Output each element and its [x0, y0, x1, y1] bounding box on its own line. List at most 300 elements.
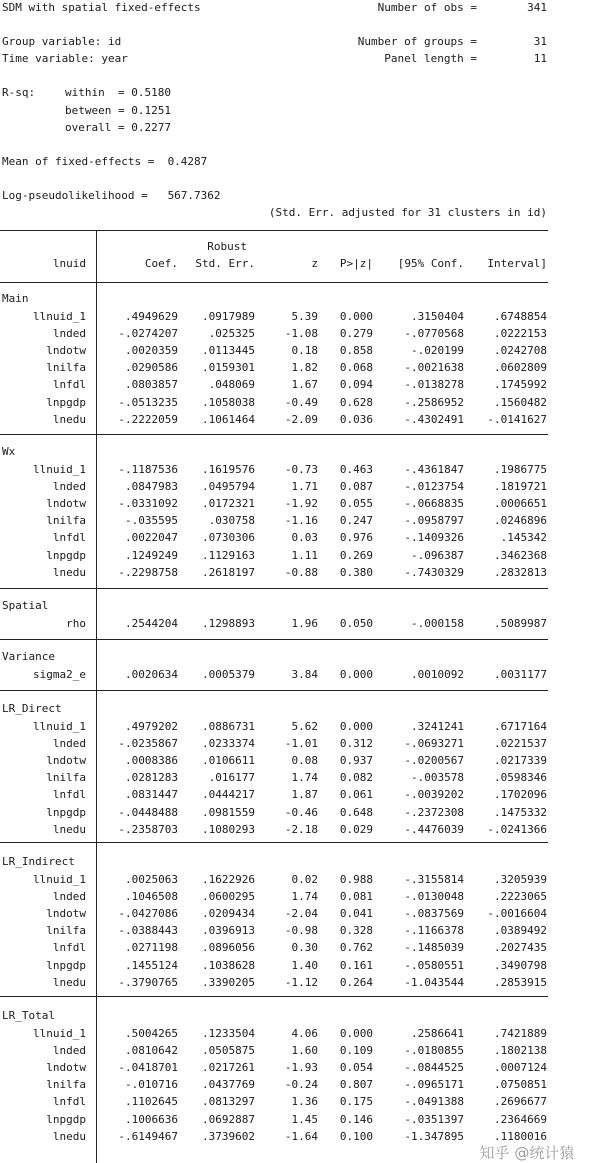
variable-name: lnfdl — [52, 941, 86, 955]
ci-low-value: -.4302491 — [404, 412, 464, 426]
pvalue-value: 0.050 — [339, 617, 373, 630]
pvalue-value: 0.055 — [339, 497, 373, 511]
table-row — [0, 905, 548, 922]
z-value: -1.64 — [284, 1129, 318, 1143]
ci-low-value: -.0200567 — [404, 754, 464, 768]
depvar-header: lnuid — [52, 257, 86, 270]
z-value: 0.02 — [291, 873, 318, 886]
pvalue-value: 0.312 — [339, 737, 373, 751]
ci-high-value: .5089987 — [494, 617, 547, 630]
pvalue-value: 0.328 — [339, 924, 373, 938]
table-row — [0, 1042, 548, 1059]
pvalue-value: 0.175 — [339, 1095, 373, 1109]
stderr-value: .0886731 — [202, 720, 255, 733]
z-value: 1.96 — [291, 617, 318, 630]
coef-value: .0803857 — [125, 378, 178, 392]
table-row — [0, 376, 548, 393]
z-value: 1.74 — [291, 771, 318, 785]
variable-name: lndotw — [46, 907, 86, 921]
ci-low-value: -.1166378 — [404, 924, 464, 938]
ci-high-value: .145342 — [500, 531, 547, 545]
stderr-value: .048069 — [208, 378, 255, 392]
z-value: -0.24 — [284, 1078, 318, 1092]
z-value: 1.11 — [291, 548, 318, 562]
section-rule — [0, 639, 548, 640]
pvalue-value: 0.029 — [339, 822, 373, 836]
variable-name: lndotw — [46, 497, 86, 511]
stderr-value: .0437769 — [202, 1078, 255, 1092]
ci-low-value: -.2372308 — [404, 805, 464, 819]
ci-high-value: .2853915 — [494, 975, 547, 989]
group-title: Variance — [2, 650, 55, 663]
table-row — [0, 564, 548, 581]
pvalue-value: 0.061 — [339, 788, 373, 802]
z-value: 0.08 — [291, 754, 318, 768]
pvalue-value: 0.161 — [339, 958, 373, 972]
table-row — [0, 461, 548, 478]
stderr-value: .1619576 — [202, 463, 255, 476]
stderr-value: .2618197 — [202, 565, 255, 579]
table-row — [0, 1111, 548, 1128]
group-variable: Group variable: id — [2, 35, 122, 48]
ci-high-value: .2027435 — [494, 941, 547, 955]
coef-value: -.1187536 — [118, 463, 178, 476]
nobs-value: 341 — [527, 1, 547, 14]
group-title: LR_Direct — [2, 702, 62, 715]
ci-low-value: -.1409326 — [404, 531, 464, 545]
ci-low-value: -.0491388 — [404, 1095, 464, 1109]
ci-high-value: .0222153 — [494, 327, 547, 341]
stderr-value: .0396913 — [202, 924, 255, 938]
pvalue-value: 0.000 — [339, 310, 373, 323]
coef-value: -.2222059 — [118, 412, 178, 426]
table-row — [0, 478, 548, 495]
ci-high-value: .7421889 — [494, 1027, 547, 1040]
ci-low-value: -.0021638 — [404, 361, 464, 375]
coef-value: .0271198 — [125, 941, 178, 955]
stderr-value: .3390205 — [202, 975, 255, 989]
pvalue-value: 0.937 — [339, 754, 373, 768]
ci-high-value: .0031177 — [494, 668, 547, 681]
section-rule — [0, 842, 548, 843]
ci-low-value: -.0844525 — [404, 1061, 464, 1075]
table-row — [0, 1025, 548, 1042]
z-value: 1.67 — [291, 378, 318, 392]
coef-value: -.0388443 — [118, 924, 178, 938]
mean-fixed-effects: Mean of fixed-effects = 0.4287 — [2, 155, 208, 168]
rsq-overall: overall = 0.2277 — [65, 121, 171, 134]
ci-high-value: .0389492 — [494, 924, 547, 938]
variable-name: lnpgdp — [46, 958, 86, 972]
variable-name: lnfdl — [52, 1095, 86, 1109]
pvalue-value: 0.081 — [339, 890, 373, 904]
table-row — [0, 529, 548, 546]
stderr-value: .0730306 — [202, 531, 255, 545]
rsq-between: between = 0.1251 — [65, 104, 171, 117]
stderr-value: .016177 — [208, 771, 255, 785]
variable-name: lnpgdp — [46, 1112, 86, 1126]
col-header-ci-high: Interval] — [487, 257, 547, 270]
table-row — [0, 342, 548, 359]
z-value: 1.40 — [291, 958, 318, 972]
pvalue-value: 0.087 — [339, 480, 373, 494]
ci-high-value: .1560482 — [494, 395, 547, 409]
table-row — [0, 359, 548, 376]
header-rule — [0, 282, 548, 283]
pvalue-value: 0.648 — [339, 805, 373, 819]
pvalue-value: 0.247 — [339, 514, 373, 528]
table-row — [0, 547, 548, 564]
stderr-value: .0172321 — [202, 497, 255, 511]
ngroups-value: 31 — [533, 35, 547, 48]
coef-value: .0020634 — [125, 668, 178, 681]
coef-value: -.035595 — [125, 514, 178, 528]
time-variable: Time variable: year — [2, 52, 128, 65]
coef-value: -.010716 — [125, 1078, 178, 1092]
variable-name: lnilfa — [46, 924, 86, 938]
z-value: -0.49 — [284, 395, 318, 409]
z-value: 0.30 — [291, 941, 318, 955]
stderr-value: .0217261 — [202, 1061, 255, 1075]
z-value: 0.03 — [291, 531, 318, 545]
pvalue-value: 0.762 — [339, 941, 373, 955]
pvalue-value: 0.100 — [339, 1129, 373, 1143]
z-value: -2.18 — [284, 822, 318, 836]
z-value: 1.60 — [291, 1044, 318, 1058]
variable-name: sigma2_e — [33, 668, 86, 681]
z-value: 0.18 — [291, 344, 318, 358]
ci-low-value: -.0693271 — [404, 737, 464, 751]
ci-high-value: .0246896 — [494, 514, 547, 528]
group-title: Wx — [2, 445, 16, 458]
col-header-z: z — [311, 257, 318, 270]
ci-low-value: -.0965171 — [404, 1078, 464, 1092]
stderr-value: .3739602 — [202, 1129, 255, 1143]
z-value: 4.06 — [291, 1027, 318, 1040]
variable-name: lnilfa — [46, 771, 86, 785]
coef-value: -.2358703 — [118, 822, 178, 836]
table-row — [0, 939, 548, 956]
z-value: 3.84 — [291, 668, 318, 681]
ci-low-value: -.0039202 — [404, 788, 464, 802]
ci-low-value: -.1485039 — [404, 941, 464, 955]
group-title: LR_Total — [2, 1009, 55, 1022]
pvalue-value: 0.976 — [339, 531, 373, 545]
coef-value: .0290586 — [125, 361, 178, 375]
ci-low-value: -.0180855 — [404, 1044, 464, 1058]
table-row — [0, 1128, 548, 1145]
variable-name: llnuid_1 — [33, 310, 86, 323]
stderr-value: .0917989 — [202, 310, 255, 323]
group-title: LR_Indirect — [2, 855, 75, 868]
log-pseudolikelihood: Log-pseudolikelihood = 567.7362 — [2, 189, 221, 202]
stderr-value: .0005379 — [202, 668, 255, 681]
variable-name: lnilfa — [46, 1078, 86, 1092]
table-row — [0, 974, 548, 991]
table-row — [0, 308, 548, 325]
pvalue-value: 0.000 — [339, 720, 373, 733]
coef-value: .0008386 — [125, 754, 178, 768]
ci-high-value: .0598346 — [494, 771, 547, 785]
pvalue-value: 0.380 — [339, 565, 373, 579]
coef-value: -.0448488 — [118, 805, 178, 819]
coef-value: .1249249 — [125, 548, 178, 562]
section-rule — [0, 690, 548, 691]
variable-name: rho — [66, 617, 86, 630]
coef-value: -.0331092 — [118, 497, 178, 511]
table-row — [0, 394, 548, 411]
z-value: -1.08 — [284, 327, 318, 341]
ci-low-value: -.0580551 — [404, 958, 464, 972]
ci-low-value: -.0130048 — [404, 890, 464, 904]
table-row — [0, 804, 548, 821]
variable-name: llnuid_1 — [33, 463, 86, 476]
stderr-value: .030758 — [208, 514, 255, 528]
z-value: 5.62 — [291, 720, 318, 733]
col-header-pvalue: P>|z| — [339, 257, 373, 270]
ci-high-value: .3205939 — [494, 873, 547, 886]
table-row — [0, 769, 548, 786]
coef-value: .0831447 — [125, 788, 178, 802]
variable-name: lnilfa — [46, 361, 86, 375]
ci-low-value: -.000158 — [411, 617, 464, 630]
stderr-value: .1129163 — [202, 548, 255, 562]
section-rule — [0, 434, 548, 435]
stderr-value: .1058038 — [202, 395, 255, 409]
z-value: -1.92 — [284, 497, 318, 511]
stderr-value: .0505875 — [202, 1044, 255, 1058]
table-row — [0, 411, 548, 428]
z-value: -0.98 — [284, 924, 318, 938]
coef-value: .0025063 — [125, 873, 178, 886]
column-header-row — [0, 255, 548, 272]
pvalue-value: 0.146 — [339, 1112, 373, 1126]
ci-low-value: .0010092 — [411, 668, 464, 681]
ci-low-value: -.0138278 — [404, 378, 464, 392]
variable-name: lnded — [52, 480, 86, 494]
pvalue-value: 0.082 — [339, 771, 373, 785]
table-top-rule — [0, 230, 548, 231]
ci-low-value: -.7430329 — [404, 565, 464, 579]
ci-low-value: .3241241 — [411, 720, 464, 733]
variable-name: lnpgdp — [46, 548, 86, 562]
stderr-value: .0813297 — [202, 1095, 255, 1109]
pvalue-value: 0.628 — [339, 395, 373, 409]
z-value: 1.82 — [291, 361, 318, 375]
pvalue-value: 0.054 — [339, 1061, 373, 1075]
variable-name: lnded — [52, 327, 86, 341]
variable-name: lnded — [52, 737, 86, 751]
coef-value: -.0235867 — [118, 737, 178, 751]
coef-value: .0022047 — [125, 531, 178, 545]
z-value: -0.46 — [284, 805, 318, 819]
variable-name: lnpgdp — [46, 395, 86, 409]
pvalue-value: 0.807 — [339, 1078, 373, 1092]
table-row — [0, 752, 548, 769]
ci-high-value: .6717164 — [494, 720, 547, 733]
coef-value: .0810642 — [125, 1044, 178, 1058]
pvalue-value: 0.000 — [339, 1027, 373, 1040]
ci-high-value: .0006651 — [494, 497, 547, 511]
col-header-coef: Coef. — [144, 257, 178, 270]
ci-high-value: .0221537 — [494, 737, 547, 751]
stderr-value: .0159301 — [202, 361, 255, 375]
stderr-value: .1233504 — [202, 1027, 255, 1040]
ci-low-value: -.0123754 — [404, 480, 464, 494]
coef-value: .0281283 — [125, 771, 178, 785]
variable-name: lnedu — [52, 822, 86, 836]
coef-value: .1102645 — [125, 1095, 178, 1109]
section-rule — [0, 996, 548, 997]
z-value: 1.45 — [291, 1112, 318, 1126]
ci-low-value: -.2586952 — [404, 395, 464, 409]
table-row — [0, 821, 548, 838]
z-value: 1.36 — [291, 1095, 318, 1109]
stderr-value: .0692887 — [202, 1112, 255, 1126]
table-row — [0, 786, 548, 803]
coef-value: .5004265 — [125, 1027, 178, 1040]
ci-low-value: -.096387 — [411, 548, 464, 562]
stderr-value: .1038628 — [202, 958, 255, 972]
z-value: 1.71 — [291, 480, 318, 494]
variable-name: lndotw — [46, 344, 86, 358]
table-row — [0, 512, 548, 529]
rsq-within: within = 0.5180 — [65, 86, 171, 99]
ci-low-value: -.4476039 — [404, 822, 464, 836]
variable-name: lnfdl — [52, 531, 86, 545]
ci-low-value: .2586641 — [411, 1027, 464, 1040]
ci-high-value: .1802138 — [494, 1044, 547, 1058]
ci-high-value: .1819721 — [494, 480, 547, 494]
coef-value: -.3790765 — [118, 975, 178, 989]
coef-value: -.0418701 — [118, 1061, 178, 1075]
variable-name: lnedu — [52, 975, 86, 989]
col-header-stderr: Std. Err. — [195, 257, 255, 270]
stderr-value: .0209434 — [202, 907, 255, 921]
ci-low-value: -.4361847 — [404, 463, 464, 476]
table-row — [0, 325, 548, 342]
stderr-value: .0495794 — [202, 480, 255, 494]
stderr-value: .0106611 — [202, 754, 255, 768]
pvalue-value: 0.279 — [339, 327, 373, 341]
table-row — [0, 888, 548, 905]
stderr-value: .0896056 — [202, 941, 255, 955]
rsq-label: R-sq: — [2, 86, 36, 99]
ci-low-value: -.0770568 — [404, 327, 464, 341]
ci-high-value: .2696677 — [494, 1095, 547, 1109]
watermark — [470, 1124, 574, 1163]
variable-name: lndotw — [46, 1061, 86, 1075]
variable-name: lnfdl — [52, 378, 86, 392]
ci-high-value: .0007124 — [494, 1061, 547, 1075]
variable-name: llnuid_1 — [33, 720, 86, 733]
coef-value: .4979202 — [125, 720, 178, 733]
coef-value: .0020359 — [125, 344, 178, 358]
stderr-value: .0981559 — [202, 805, 255, 819]
table-row — [0, 1076, 548, 1093]
table-row — [0, 1059, 548, 1076]
pvalue-value: 0.036 — [339, 412, 373, 426]
table-row — [0, 1093, 548, 1110]
ci-high-value: .1986775 — [494, 463, 547, 476]
coef-value: .1006636 — [125, 1112, 178, 1126]
pvalue-value: 0.041 — [339, 907, 373, 921]
ci-low-value: -1.043544 — [404, 975, 464, 989]
table-row — [0, 718, 548, 735]
z-value: -1.01 — [284, 737, 318, 751]
z-value: -0.73 — [284, 463, 318, 476]
variable-name: lndotw — [46, 754, 86, 768]
panel-length-label: Panel length = — [384, 52, 477, 65]
pvalue-value: 0.269 — [339, 548, 373, 562]
ci-low-value: -.3155814 — [404, 873, 464, 886]
ci-low-value: .3150404 — [411, 310, 464, 323]
ci-high-value: .1180016 — [494, 1129, 547, 1143]
table-row — [0, 735, 548, 752]
stderr-note: (Std. Err. adjusted for 31 clusters in id) — [268, 206, 547, 219]
ci-high-value: .0217339 — [494, 754, 547, 768]
table-row — [0, 957, 548, 974]
stderr-value: .1298893 — [202, 617, 255, 630]
ci-high-value: .3462368 — [494, 548, 547, 562]
stderr-value: .1080293 — [202, 822, 255, 836]
group-title: Main — [2, 292, 29, 305]
z-value: -0.88 — [284, 565, 318, 579]
z-value: -1.93 — [284, 1061, 318, 1075]
ci-high-value: .1702096 — [494, 788, 547, 802]
coef-value: .0847983 — [125, 480, 178, 494]
stderr-value: .1061464 — [202, 412, 255, 426]
group-title: Spatial — [2, 599, 49, 612]
ci-high-value: .2364669 — [494, 1112, 547, 1126]
stderr-value: .0444217 — [202, 788, 255, 802]
table-row — [0, 871, 548, 888]
pvalue-value: 0.858 — [339, 344, 373, 358]
table-row — [0, 615, 548, 632]
stderr-value: .0113445 — [202, 344, 255, 358]
ci-low-value: -.0668835 — [404, 497, 464, 511]
coef-value: -.2298758 — [118, 565, 178, 579]
stderr-value: .0600295 — [202, 890, 255, 904]
pvalue-value: 0.109 — [339, 1044, 373, 1058]
coef-value: .2544204 — [125, 617, 178, 630]
pvalue-value: 0.988 — [339, 873, 373, 886]
table-row — [0, 666, 548, 683]
ci-high-value: -.0016604 — [487, 907, 547, 921]
ci-high-value: .1745992 — [494, 378, 547, 392]
robust-header: Robust — [207, 240, 247, 253]
pvalue-value: 0.068 — [339, 361, 373, 375]
coef-value: -.0513235 — [118, 395, 178, 409]
variable-name: lnilfa — [46, 514, 86, 528]
coef-value: .1455124 — [125, 958, 178, 972]
z-value: -1.16 — [284, 514, 318, 528]
z-value: 5.39 — [291, 310, 318, 323]
ngroups-label: Number of groups = — [357, 35, 477, 48]
table-row — [0, 495, 548, 512]
z-value: -2.09 — [284, 412, 318, 426]
ci-high-value: .1475332 — [494, 805, 547, 819]
ci-low-value: -.0351397 — [404, 1112, 464, 1126]
ci-high-value: .0242708 — [494, 344, 547, 358]
variable-name: llnuid_1 — [33, 1027, 86, 1040]
ci-low-value: -.0958797 — [404, 514, 464, 528]
ci-high-value: .2832813 — [494, 565, 547, 579]
ci-high-value: -.0241366 — [487, 822, 547, 836]
stderr-value: .0233374 — [202, 737, 255, 751]
coef-value: .1046508 — [125, 890, 178, 904]
variable-name: lnedu — [52, 565, 86, 579]
